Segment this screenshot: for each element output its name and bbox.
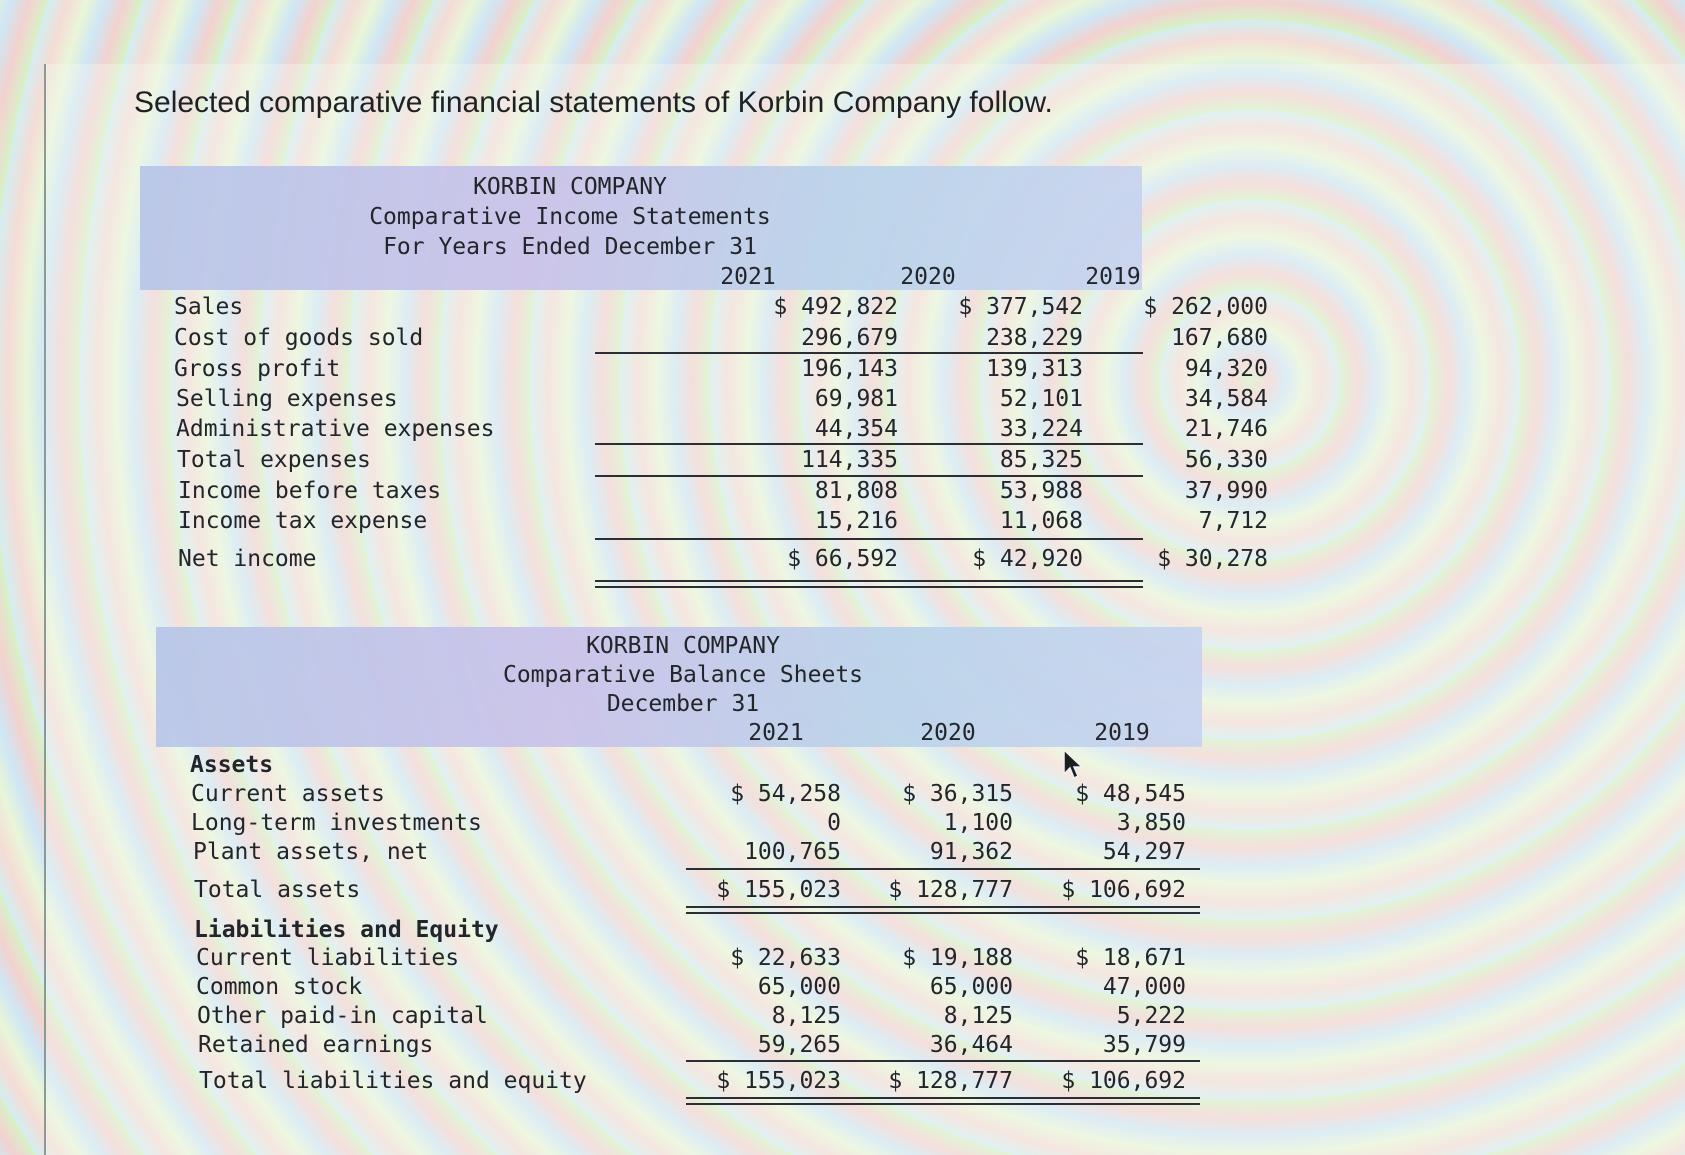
balance-company-name: KORBIN COMPANY [586, 633, 780, 659]
value-2019: 56,330 [1184, 447, 1268, 473]
row-label: Retained earnings [198, 1032, 434, 1058]
liabilities-heading: Liabilities and Equity [194, 917, 499, 943]
row-label: Cost of goods sold [174, 325, 424, 351]
value-2020: $ 42,920 [972, 546, 1083, 572]
value-2021: 100,765 [744, 839, 841, 865]
row-label: Total liabilities and equity [199, 1068, 587, 1094]
value-2020: 8,125 [943, 1003, 1013, 1029]
value-2019: $ 262,000 [1143, 294, 1268, 320]
rule-under-total-expenses [595, 475, 1143, 477]
value-2019: 34,584 [1184, 386, 1268, 412]
balance-row-total-liabilities-equity [156, 1068, 1202, 1098]
income-statement-period: For Years Ended December 31 [383, 234, 757, 260]
value-2020: 238,229 [986, 325, 1083, 351]
rule-under-cogs [595, 352, 1143, 354]
value-2020: 139,313 [986, 356, 1083, 382]
row-label: Long-term investments [191, 810, 482, 836]
value-2019: $ 48,545 [1075, 781, 1186, 807]
value-2019: $ 106,692 [1061, 877, 1186, 903]
value-2020: 85,325 [999, 447, 1083, 473]
double-rule-net-income [595, 580, 1143, 588]
balance-year-2021: 2021 [748, 720, 804, 746]
assets-heading: Assets [190, 752, 274, 778]
liabilities-heading-row [156, 917, 1202, 947]
row-label: Income tax expense [178, 508, 428, 534]
balance-sheet [156, 627, 1202, 1107]
balance-sheet-period: December 31 [606, 691, 760, 717]
value-2021: 44,354 [814, 416, 898, 442]
value-2019: 35,799 [1102, 1032, 1186, 1058]
value-2020: $ 128,777 [888, 1068, 1013, 1094]
income-row-sales [140, 294, 1268, 324]
value-2019: 37,990 [1184, 478, 1268, 504]
row-label: Other paid-in capital [197, 1003, 488, 1029]
value-2021: 81,808 [814, 478, 898, 504]
rule-under-retained-earnings [686, 1060, 1200, 1062]
value-2020: 65,000 [929, 974, 1013, 1000]
value-2019: 54,297 [1102, 839, 1186, 865]
balance-row-retained-earnings [156, 1032, 1202, 1062]
row-label: Administrative expenses [176, 416, 495, 442]
value-2020: $ 377,542 [958, 294, 1083, 320]
balance-row-plant-assets [156, 839, 1202, 869]
mouse-pointer-icon [1062, 748, 1084, 785]
balance-row-current-liabilities [156, 945, 1202, 975]
income-row-net-income [140, 546, 1268, 576]
value-2020: 53,988 [999, 478, 1083, 504]
double-rule-total-assets [686, 906, 1200, 914]
income-year-2021: 2021 [720, 264, 776, 290]
value-2021: $ 66,592 [787, 546, 898, 572]
value-2019: 94,320 [1184, 356, 1268, 382]
row-label: Gross profit [174, 356, 341, 382]
row-label: Sales [174, 294, 244, 320]
value-2021: 65,000 [757, 974, 841, 1000]
value-2020: $ 128,777 [888, 877, 1013, 903]
value-2020: 91,362 [929, 839, 1013, 865]
balance-row-other-paid-in-capital [156, 1003, 1202, 1033]
rule-under-admin [595, 443, 1143, 445]
value-2019: 167,680 [1171, 325, 1268, 351]
income-row-total-expenses [140, 447, 1268, 477]
value-2020: 52,101 [999, 386, 1083, 412]
balance-sheet-title: Comparative Balance Sheets [502, 662, 864, 688]
row-label: Selling expenses [176, 386, 398, 412]
value-2021: $ 54,258 [730, 781, 841, 807]
row-label: Plant assets, net [193, 839, 429, 865]
value-2020: 33,224 [999, 416, 1083, 442]
row-label: Total assets [194, 877, 361, 903]
value-2021: 196,143 [801, 356, 898, 382]
balance-row-long-term-investments [156, 810, 1202, 840]
income-row-admin-expenses [140, 416, 1268, 446]
row-label: Net income [178, 546, 317, 572]
value-2021: $ 22,633 [730, 945, 841, 971]
value-2020: $ 36,315 [902, 781, 1013, 807]
income-row-income-tax-expense [140, 508, 1268, 538]
balance-row-common-stock [156, 974, 1202, 1004]
income-year-2019: 2019 [1085, 264, 1141, 290]
value-2021: 15,216 [814, 508, 898, 534]
income-row-selling-expenses [140, 386, 1268, 416]
value-2019: $ 18,671 [1075, 945, 1186, 971]
row-label: Common stock [196, 974, 363, 1000]
value-2019: 21,746 [1184, 416, 1268, 442]
intro-text: Selected comparative financial statements of Korbin Company follow. [134, 86, 1053, 119]
assets-heading-row [156, 752, 1202, 782]
balance-row-total-assets [156, 877, 1202, 907]
value-2021: $ 492,822 [773, 294, 898, 320]
income-row-gross-profit [140, 356, 1268, 386]
income-row-cogs [140, 325, 1268, 355]
value-2021: 69,981 [814, 386, 898, 412]
value-2019: 3,850 [1116, 810, 1186, 836]
value-2020: 36,464 [929, 1032, 1013, 1058]
income-statement-title: Comparative Income Statements [369, 204, 771, 230]
value-2021: $ 155,023 [716, 1068, 841, 1094]
double-rule-total-liabilities-equity [686, 1097, 1200, 1105]
value-2021: 0 [827, 810, 841, 836]
income-company-name: KORBIN COMPANY [473, 174, 667, 200]
row-label: Current liabilities [196, 945, 460, 971]
balance-row-current-assets [156, 781, 1202, 811]
value-2020: 11,068 [999, 508, 1083, 534]
balance-year-2020: 2020 [920, 720, 976, 746]
income-year-2020: 2020 [900, 264, 956, 290]
rule-under-plant-assets [686, 868, 1200, 870]
balance-year-2019: 2019 [1094, 720, 1150, 746]
rule-under-income-tax [595, 538, 1143, 540]
value-2019: 5,222 [1116, 1003, 1186, 1029]
value-2020: $ 19,188 [902, 945, 1013, 971]
row-label: Income before taxes [178, 478, 442, 504]
value-2021: 114,335 [801, 447, 898, 473]
row-label: Total expenses [177, 447, 371, 473]
income-row-income-before-taxes [140, 478, 1268, 508]
income-statement [140, 166, 1268, 596]
value-2021: $ 155,023 [716, 877, 841, 903]
row-label: Current assets [191, 781, 385, 807]
value-2021: 59,265 [757, 1032, 841, 1058]
value-2021: 296,679 [801, 325, 898, 351]
value-2019: $ 30,278 [1157, 546, 1268, 572]
value-2019: 7,712 [1198, 508, 1268, 534]
value-2019: $ 106,692 [1061, 1068, 1186, 1094]
value-2021: 8,125 [771, 1003, 841, 1029]
value-2020: 1,100 [943, 810, 1013, 836]
value-2019: 47,000 [1102, 974, 1186, 1000]
